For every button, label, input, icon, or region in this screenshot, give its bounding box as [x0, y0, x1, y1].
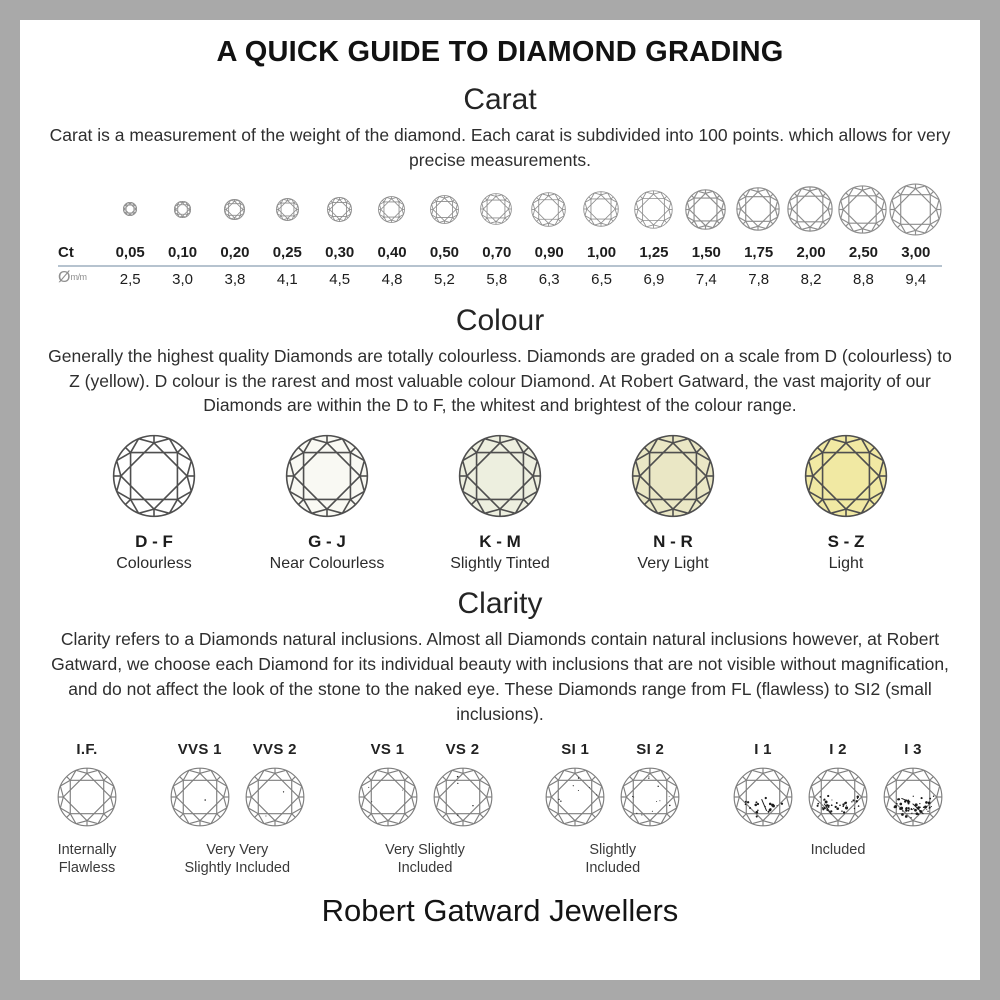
diamond-icon	[808, 767, 868, 827]
carat-weight-value: 1,25	[639, 243, 669, 261]
carat-weight-value: 0,70	[482, 243, 512, 261]
clarity-group	[732, 741, 944, 859]
colour-grade-item	[762, 434, 930, 573]
clarity-grade-label: SI 1	[561, 740, 590, 758]
clarity-section	[20, 587, 980, 877]
carat-diameter-value: 9,4	[905, 270, 927, 288]
diamond-icon	[327, 197, 352, 222]
clarity-group-label-line: Included	[810, 841, 866, 858]
colour-name-label: Near Colourless	[269, 555, 385, 573]
colour-grade-item	[70, 434, 238, 573]
carat-stone	[327, 197, 352, 227]
diamond-icon	[480, 193, 512, 225]
diamond-icon	[123, 202, 137, 216]
carat-diameter-value: 3,0	[172, 270, 193, 288]
carat-stone	[430, 195, 459, 229]
clarity-group-label-line: Slightly Included	[184, 859, 291, 876]
diamond-icon	[631, 434, 715, 518]
carat-diameter-value: 4,1	[276, 270, 298, 288]
carat-stone	[889, 183, 942, 241]
diamond-icon	[378, 196, 405, 223]
diamond-icon	[531, 192, 566, 227]
carat-stone	[123, 202, 137, 221]
colour-name-label: Colourless	[116, 555, 192, 573]
clarity-group	[169, 741, 306, 877]
diamond-icon	[430, 195, 459, 224]
carat-stone	[224, 199, 245, 225]
clarity-group-label	[357, 841, 494, 877]
clarity-grade-item	[807, 741, 869, 832]
colour-grade-item	[416, 434, 584, 573]
carat-diameter-value: 5,2	[434, 270, 455, 288]
carat-weight-value: 0,30	[325, 243, 355, 261]
carat-weight-value: 1,00	[586, 243, 617, 261]
carat-diameter-value: 6,5	[591, 270, 612, 288]
colour-grade-item	[589, 434, 757, 573]
carat-stone	[736, 187, 780, 236]
diamond-grading-guide	[20, 20, 980, 980]
carat-weight-unit-label: Ct	[58, 244, 74, 262]
clarity-group-label-line: Included	[397, 859, 453, 876]
carat-diameter-value: 4,8	[381, 270, 403, 288]
diamond-icon	[883, 767, 943, 827]
carat-stone	[276, 198, 299, 226]
diamond-icon	[358, 767, 418, 827]
diamond-icon	[804, 434, 888, 518]
colour-grade-row	[70, 434, 930, 573]
colour-range-label: S - Z	[827, 532, 865, 552]
carat-heading: Carat	[463, 83, 537, 116]
brand-footer: Robert Gatward Jewellers	[321, 892, 679, 928]
carat-weight-row	[58, 241, 942, 265]
clarity-grade-label: I 1	[754, 740, 772, 758]
clarity-grade-label: I 3	[904, 740, 922, 758]
clarity-group	[544, 741, 681, 877]
carat-scale-table	[58, 183, 942, 290]
clarity-grade-label: I.F.	[76, 740, 98, 758]
clarity-group-label-line: Internally	[57, 841, 117, 858]
carat-stone	[787, 186, 833, 237]
diamond-icon	[433, 767, 493, 827]
carat-weight-value: 0,40	[377, 243, 407, 261]
colour-range-label: N - R	[653, 532, 693, 552]
clarity-group-label-line: Slightly	[589, 841, 637, 858]
carat-weight-value: 2,00	[796, 243, 826, 261]
carat-weight-value: 1,75	[744, 243, 774, 261]
clarity-grade-label: VVS 1	[177, 740, 222, 758]
clarity-grade-item	[56, 741, 118, 832]
clarity-grade-item	[432, 741, 494, 832]
colour-description: Generally the highest quality Diamonds are totally colourless. Diamonds are graded on a scale from D (colourless) to Z (yellow). D colour is the rarest and most valuable colour Diamond. At Robert Gatward, the vast majority of our Diamonds are within the D to F, the whitest and brightest of the colour range.	[48, 345, 952, 416]
carat-diameter-value: 5,8	[486, 270, 508, 288]
carat-diameter-value: 4,5	[329, 270, 351, 288]
clarity-group	[56, 741, 118, 877]
clarity-description: Clarity refers to a Diamonds natural inclusions. Almost all Diamonds contain natural inclusions however, at Robert Gatward, we choose each Diamond for its individual beauty with inclusions that are not visible without magnification, and do not affect the look of the stone to the naked eye. These Diamonds range from FL (flawless) to SI2 (small inclusions).	[51, 629, 949, 724]
clarity-group-label-line: Very Slightly	[385, 841, 465, 858]
clarity-group-label	[169, 841, 306, 877]
clarity-grade-item	[732, 741, 794, 832]
diamond-icon	[787, 186, 833, 232]
carat-weight-value: 1,50	[691, 243, 721, 261]
carat-stone-row	[58, 183, 942, 241]
diamond-icon	[620, 767, 680, 827]
colour-range-label: K - M	[479, 532, 521, 552]
diamond-icon	[112, 434, 196, 518]
carat-weight-value: 2,50	[848, 243, 879, 261]
carat-weight-value: 0,05	[115, 243, 145, 261]
carat-weight-value: 0,90	[534, 243, 564, 261]
colour-range-label: D - F	[135, 532, 173, 552]
carat-weight-value: 3,00	[901, 243, 931, 261]
diamond-icon	[285, 434, 369, 518]
diamond-icon	[224, 199, 245, 220]
clarity-group-label	[544, 841, 681, 877]
colour-stone	[243, 434, 411, 523]
clarity-grade-label: VS 2	[445, 740, 480, 758]
carat-stone	[174, 201, 191, 223]
diamond-icon	[245, 767, 305, 827]
clarity-grade-label: SI 2	[636, 740, 665, 758]
colour-name-label: Light	[828, 555, 864, 573]
diamond-icon	[174, 201, 191, 218]
colour-name-label: Slightly Tinted	[450, 555, 550, 573]
diamond-icon	[57, 767, 117, 827]
page-title: A QUICK GUIDE TO DIAMOND GRADING	[216, 36, 784, 68]
diamond-icon	[276, 198, 299, 221]
clarity-group-label	[732, 841, 944, 859]
carat-diameter-value: 2,5	[119, 270, 141, 288]
clarity-grade-label: I 2	[829, 740, 847, 758]
clarity-group-label-line: Very Very	[206, 841, 269, 858]
clarity-group-label-line: Flawless	[58, 859, 116, 876]
diamond-icon	[634, 190, 673, 229]
clarity-group	[357, 741, 494, 877]
clarity-heading: Clarity	[457, 587, 543, 621]
clarity-grade-item	[882, 741, 944, 832]
colour-name-label: Very Light	[637, 555, 709, 573]
carat-weight-value: 0,50	[429, 243, 460, 261]
diamond-icon	[170, 767, 230, 827]
clarity-grade-label: VS 1	[370, 740, 405, 758]
clarity-grade-item	[244, 741, 306, 832]
clarity-grade-item	[169, 741, 231, 832]
diamond-icon	[838, 185, 887, 234]
carat-stone	[583, 191, 619, 232]
carat-description: Carat is a measurement of the weight of the diamond. Each carat is subdivided into 100 points. which allows for very precise measurements.	[49, 125, 951, 170]
diamond-icon	[733, 767, 793, 827]
carat-diameter-value: 7,4	[695, 270, 717, 288]
carat-weight-value: 0,20	[220, 243, 250, 261]
carat-stone	[634, 190, 673, 234]
colour-stone	[762, 434, 930, 523]
colour-range-label: G - J	[308, 532, 346, 552]
carat-stone	[378, 196, 405, 228]
carat-section	[20, 83, 980, 290]
carat-diameter-value: 8,2	[800, 270, 822, 288]
carat-stone	[480, 193, 512, 230]
diamond-icon	[889, 183, 942, 236]
diamond-icon	[458, 434, 542, 518]
carat-stone	[838, 185, 887, 239]
carat-diameter-value: 7,8	[748, 270, 770, 288]
carat-diameter-value: 6,9	[643, 270, 665, 288]
diamond-icon	[685, 189, 726, 230]
clarity-grade-row	[56, 741, 944, 877]
colour-section	[20, 304, 980, 574]
colour-grade-item	[243, 434, 411, 573]
clarity-group-label-line: Included	[585, 859, 641, 876]
clarity-group-label	[56, 841, 118, 877]
clarity-grade-item	[619, 741, 681, 832]
carat-diameter-unit-label: Øm/m	[58, 269, 87, 287]
carat-diameter-value: 3,8	[224, 270, 246, 288]
clarity-grade-item	[357, 741, 419, 832]
carat-weight-value: 0,10	[167, 243, 198, 261]
carat-diameter-row	[58, 267, 942, 290]
clarity-grade-item	[544, 741, 606, 832]
diamond-icon	[583, 191, 619, 227]
colour-stone	[416, 434, 584, 523]
clarity-grade-label: VVS 2	[252, 740, 297, 758]
carat-weight-value: 0,25	[272, 243, 302, 261]
diamond-icon	[736, 187, 780, 231]
colour-stone	[589, 434, 757, 523]
carat-stone	[531, 192, 566, 232]
carat-diameter-value: 6,3	[538, 270, 560, 288]
carat-stone	[685, 189, 726, 235]
colour-heading: Colour	[455, 303, 545, 337]
carat-diameter-value: 8,8	[853, 270, 874, 288]
diamond-icon	[545, 767, 605, 827]
colour-stone	[70, 434, 238, 523]
